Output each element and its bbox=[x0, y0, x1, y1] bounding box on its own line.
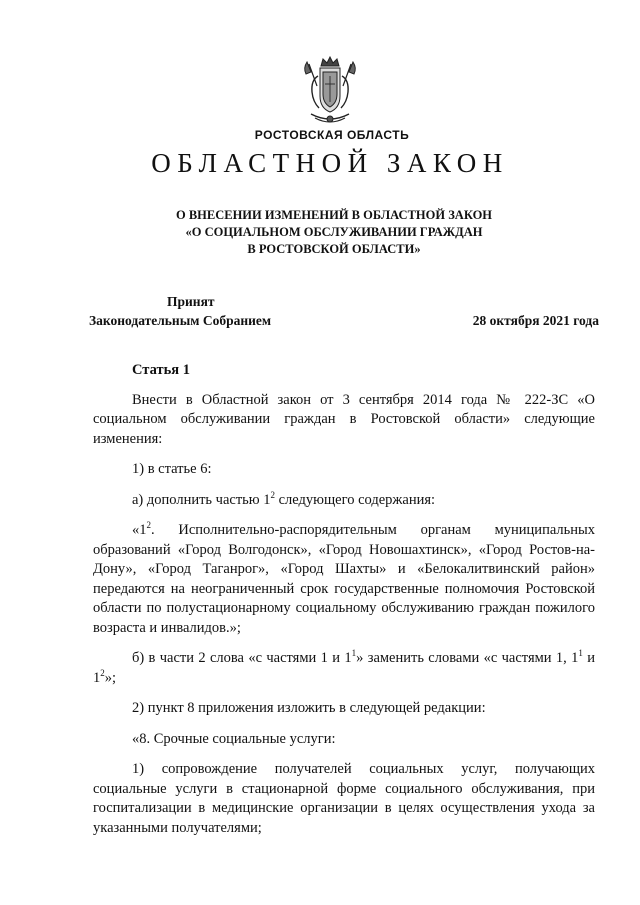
region-name: РОСТОВСКАЯ ОБЛАСТЬ bbox=[254, 128, 410, 142]
new-part-text: «$1^2$. Исполнительно-распорядительным органам муниципальных образований «Город Волгодонск», «Город Новошахтинск», «Город Ростов-на-Дону», «Город Таганрог», «Город Шахты» и «Белокалитвинский район» передаются на неограниченный срок государственные полномочия Ростовской области по полустационарному социальному обслуживанию граждан пожилого возраста и инвалидов.»; bbox=[93, 520, 595, 636]
item-1a: а) дополнить частью $1^2$ следующего содержания: bbox=[132, 489, 436, 508]
law-title bbox=[0, 207, 640, 258]
article-body bbox=[93, 361, 595, 849]
law-title-line: О ВНЕСЕНИИ ИЗМЕНЕНИЙ В ОБЛАСТНОЙ ЗАКОН bbox=[175, 208, 493, 222]
item-2: 2) пункт 8 приложения изложить в следующей редакции: bbox=[132, 700, 486, 716]
item-1b: б) в части 2 слова «с частями 1 и $1^1$» заменить словами «с частями 1, $1^1$ и $1^2$»; bbox=[93, 648, 596, 686]
law-title-line: В РОСТОВСКОЙ ОБЛАСТИ» bbox=[247, 242, 421, 256]
coat-of-arms-icon bbox=[301, 56, 359, 128]
article-heading: Статья 1 bbox=[132, 362, 190, 378]
law-title-line: «О СОЦИАЛЬНОМ ОБСЛУЖИВАНИИ ГРАЖДАН bbox=[185, 225, 483, 239]
service-1: 1) сопровождение получателей социальных услуг, получающих социальные услуги в стационарной форме социального обслуживания, при госпитализации в медицинские организации в целях осуществления ухода за указанными получателями; bbox=[93, 761, 595, 836]
urgent-services-heading: «8. Срочные социальные услуги: bbox=[132, 730, 336, 747]
adoption-label: Принят bbox=[167, 294, 215, 309]
adoption-block bbox=[89, 292, 599, 330]
adoption-body: Законодательным Собранием bbox=[89, 313, 272, 328]
adoption-date: 28 октября 2021 года bbox=[472, 313, 599, 328]
item-1: 1) в статье 6: bbox=[132, 461, 212, 477]
article-intro: Внести в Областной закон от 3 сентября 2014 года № 222-ЗС «О социальном обслуживании граждан в Ростовской области» следующие изменения: bbox=[93, 391, 595, 447]
law-type: ОБЛАСТНОЙ ЗАКОН bbox=[151, 148, 509, 178]
